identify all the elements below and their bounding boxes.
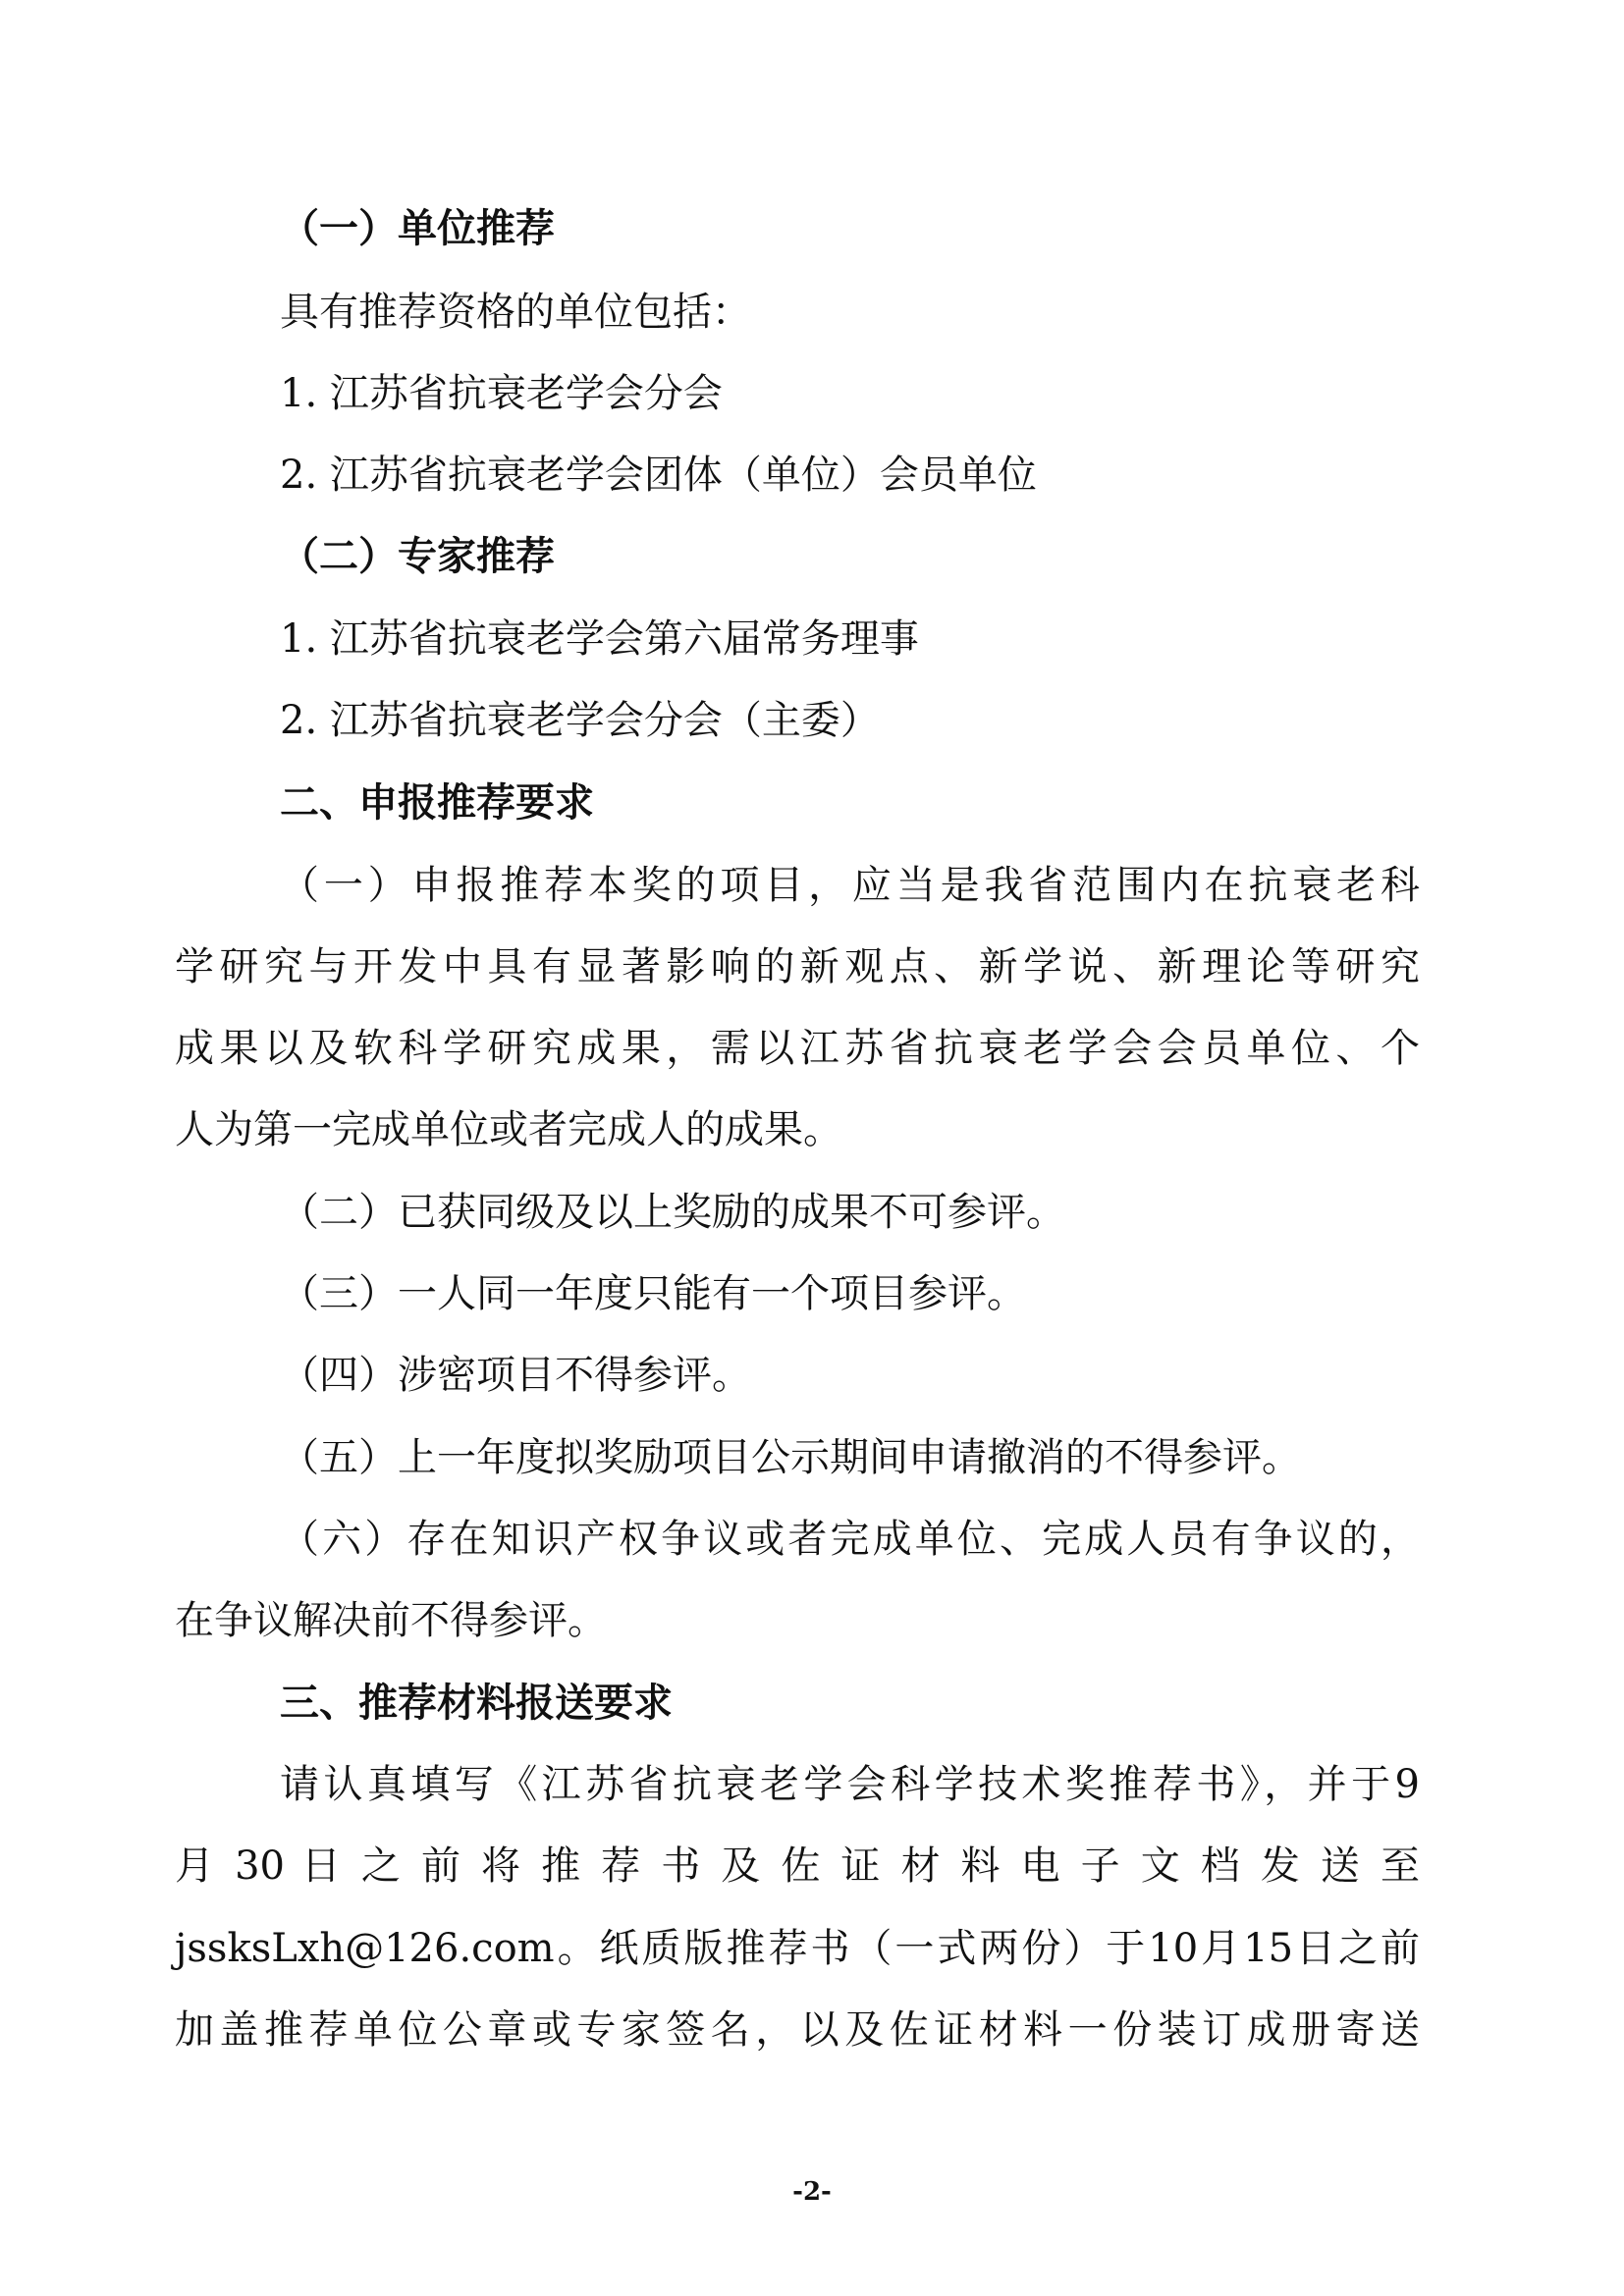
subheading-expert-recommendation: （二）专家推荐	[280, 534, 555, 579]
requirement-4: （四）涉密项目不得参评。	[280, 1353, 751, 1398]
requirement-5: （五）上一年度拟奖励项目公示期间申请撤消的不得参评。	[280, 1435, 1301, 1480]
section-heading-requirements: 二、申报推荐要求	[280, 780, 594, 826]
section-heading-submission: 三、推荐材料报送要求	[280, 1681, 673, 1726]
submission-line-3: jssksLxh@126.com。纸质版推荐书（一式两份）于10月15日之前	[175, 1926, 1420, 1971]
submission-line-2: 月 30 日 之 前 将 推 荐 书 及 佐 证 材 料 电 子 文 档 发 送 至	[175, 1843, 1420, 1889]
requirement-6-line-2: 在争议解决前不得参评。	[175, 1598, 607, 1643]
unit-list-item-2: 2. 江苏省抗衰老学会团体（单位）会员单位	[280, 453, 1037, 498]
requirement-1-line-4: 人为第一完成单位或者完成人的成果。	[175, 1107, 842, 1152]
submission-line-1: 请认真填写《江苏省抗衰老学会科学技术奖推荐书》，并于9	[280, 1762, 1420, 1807]
requirement-1-line-1: （一）申报推荐本奖的项目，应当是我省范围内在抗衰老科	[280, 863, 1420, 908]
expert-list-item-1: 1. 江苏省抗衰老学会第六届常务理事	[280, 616, 919, 662]
subheading-unit-recommendation: （一）单位推荐	[280, 206, 555, 251]
expert-list-item-2: 2. 江苏省抗衰老学会分会（主委）	[280, 698, 880, 743]
unit-list-item-1: 1. 江苏省抗衰老学会分会	[280, 371, 723, 416]
requirement-6-line-1: （六）存在知识产权争议或者完成单位、完成人员有争议的，	[280, 1517, 1420, 1562]
submission-line-4: 加盖推荐单位公章或专家签名，以及佐证材料一份装订成册寄送	[175, 2007, 1420, 2053]
requirement-1-line-2: 学研究与开发中具有显著影响的新观点、新学说、新理论等研究	[175, 944, 1420, 989]
unit-recommendation-intro: 具有推荐资格的单位包括：	[280, 290, 751, 335]
page-number: -2-	[792, 2177, 832, 2207]
requirement-3: （三）一人同一年度只能有一个项目参评。	[280, 1271, 1026, 1316]
requirement-2: （二）已获同级及以上奖励的成果不可参评。	[280, 1190, 1065, 1235]
requirement-1-line-3: 成果以及软科学研究成果，需以江苏省抗衰老学会会员单位、个	[175, 1026, 1420, 1071]
